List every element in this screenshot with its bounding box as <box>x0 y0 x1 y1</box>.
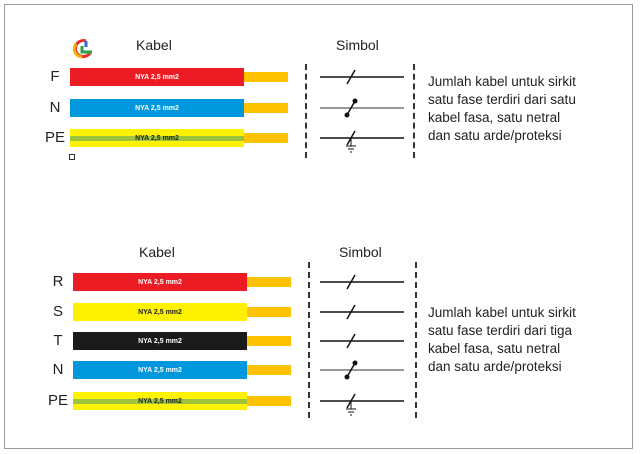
cable-s <box>73 303 247 321</box>
cable-r <box>73 273 247 291</box>
wire-label-s: S <box>52 303 63 320</box>
description-bottom <box>428 304 628 376</box>
wire-label-pe: PE <box>47 392 68 409</box>
conductor-tip <box>244 133 288 143</box>
cable-spec: NYA 2,5 mm2 <box>138 337 182 345</box>
conductor-tip <box>244 103 288 113</box>
symbol-phase-icon <box>320 300 404 328</box>
description-line: satu fase terdiri dari satu <box>428 92 576 107</box>
wire-label-t: T <box>53 332 63 349</box>
cable-t <box>73 332 247 350</box>
cable-spec: NYA 2,5 mm2 <box>138 278 182 286</box>
simbol-title-top: Simbol <box>336 37 379 53</box>
description-line: satu fase terdiri dari tiga <box>428 323 573 338</box>
cable-spec: NYA 2,5 mm2 <box>135 104 179 112</box>
description-line: Jumlah kabel untuk sirkit <box>428 74 576 89</box>
cable-f <box>70 68 244 86</box>
divider-right-top <box>413 64 415 158</box>
logo-icon <box>72 38 94 60</box>
conductor-tip <box>247 336 291 346</box>
kabel-title-bottom: Kabel <box>139 244 175 260</box>
divider-right-bottom <box>415 262 417 418</box>
description-line: dan satu arde/proteksi <box>428 359 562 374</box>
cable-spec: NYA 2,5 mm2 <box>138 308 182 316</box>
symbol-neutral-icon <box>320 358 404 386</box>
description-line: kabel fasa, satu netral <box>428 110 561 125</box>
cable-n <box>73 361 247 379</box>
wire-label-n: N <box>49 99 61 116</box>
cable-spec: NYA 2,5 mm2 <box>138 397 182 405</box>
conductor-tip <box>244 72 288 82</box>
symbol-phase-icon <box>320 329 404 357</box>
conductor-tip <box>247 396 291 406</box>
divider-left-top <box>305 64 307 158</box>
symbol-phase-icon <box>320 270 404 298</box>
description-line: dan satu arde/proteksi <box>428 128 562 143</box>
symbol-ground-icon <box>320 126 404 154</box>
cable-n <box>70 99 244 117</box>
cable-pe <box>73 392 247 410</box>
cable-spec: NYA 2,5 mm2 <box>138 366 182 374</box>
small-square-marker <box>69 154 75 160</box>
description-top <box>428 73 628 145</box>
cable-pe <box>70 129 244 147</box>
divider-left-bottom <box>308 262 310 418</box>
conductor-tip <box>247 365 291 375</box>
cable-spec: NYA 2,5 mm2 <box>135 134 179 142</box>
wire-label-r: R <box>52 273 64 290</box>
kabel-title-top: Kabel <box>136 37 172 53</box>
cable-spec: NYA 2,5 mm2 <box>135 73 179 81</box>
simbol-title-bottom: Simbol <box>339 244 382 260</box>
description-line: kabel fasa, satu netral <box>428 341 561 356</box>
symbol-phase-icon <box>320 65 404 93</box>
conductor-tip <box>247 277 291 287</box>
description-line: Jumlah kabel untuk sirkit <box>428 305 576 320</box>
wire-label-n: N <box>52 361 64 378</box>
wire-label-pe: PE <box>44 129 65 146</box>
wire-label-f: F <box>50 68 60 85</box>
symbol-ground-icon <box>320 389 404 417</box>
conductor-tip <box>247 307 291 317</box>
symbol-neutral-icon <box>320 96 404 124</box>
